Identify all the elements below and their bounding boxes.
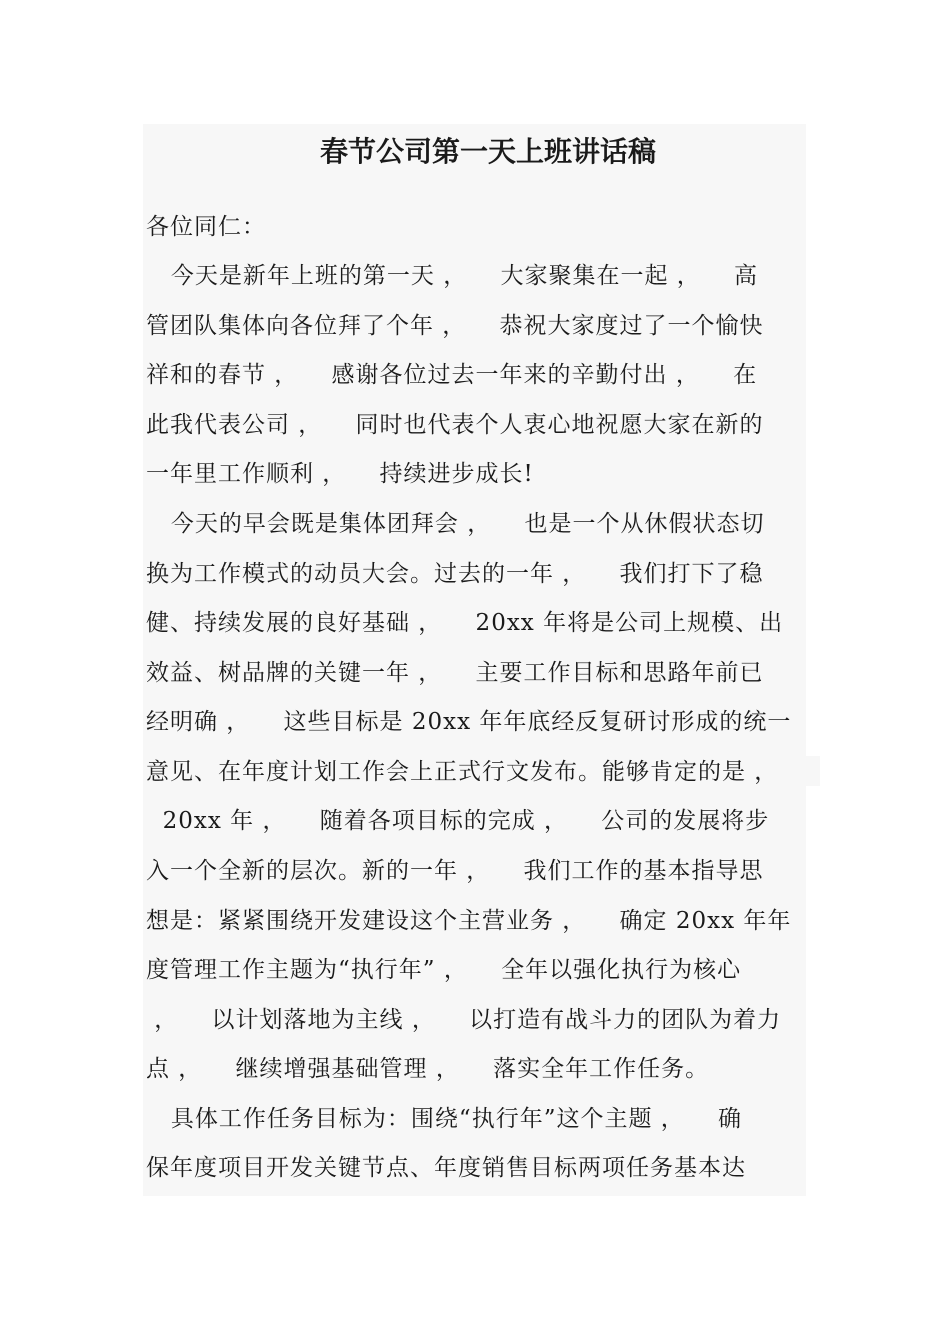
document-title: 春节公司第一天上班讲话稿 — [319, 135, 656, 168]
body-line: ， 以计划落地为主线 ， 以打造有战斗力的团队为着力 — [146, 1007, 782, 1033]
body-line: 管团队集体向各位拜了个年 ， 恭祝大家度过了一个愉快 — [146, 313, 764, 339]
body-line: 具体工作任务目标为：围绕“执行年”这个主题 ， 确 — [146, 1106, 743, 1132]
body-line: 一年里工作顺利 ， 持续进步成长! — [146, 461, 534, 487]
body-line: 保年度项目开发关键节点、年度销售目标两项任务基本达 — [146, 1155, 746, 1181]
body-line: 祥和的春节 ， 感谢各位过去一年来的辛勤付出 ， 在 — [146, 362, 758, 388]
body-line: 想是：紧紧围绕开发建设这个主营业务 ， 确定 20xx 年年 — [146, 908, 792, 934]
body-line: 今天是新年上班的第一天 ， 大家聚集在一起 ， 高 — [146, 263, 759, 289]
body-line: 点 ， 继续增强基础管理 ， 落实全年工作任务。 — [146, 1056, 710, 1082]
body-line: 经明确 ， 这些目标是 20xx 年年底经反复研讨形成的统一 — [146, 709, 792, 735]
body-line: 健、持续发展的良好基础 ， 20xx 年将是公司上规模、出 — [146, 610, 784, 636]
body-line: 意见、在年度计划工作会上正式行文发布。能够肯定的是 ， — [146, 759, 779, 785]
body-line: 20xx 年 ， 随着各项目标的完成 ， 公司的发展将步 — [146, 808, 770, 834]
body-line: 度管理工作主题为“执行年” ， 全年以强化执行为核心 — [146, 957, 742, 983]
body-line: 效益、树品牌的关键一年 ， 主要工作目标和思路年前已 — [146, 660, 764, 686]
body-line: 此我代表公司 ， 同时也代表个人衷心地祝愿大家在新的 — [146, 412, 764, 438]
body-line: 今天的早会既是集体团拜会 ， 也是一个从休假状态切 — [146, 511, 765, 537]
body-line: 入一个全新的层次。新的一年 ， 我们工作的基本指导思 — [146, 858, 764, 884]
document-body-background-tail — [806, 756, 820, 786]
salutation: 各位同仁： — [146, 214, 266, 240]
body-line: 换为工作模式的动员大会。过去的一年 ， 我们打下了稳 — [146, 561, 764, 587]
